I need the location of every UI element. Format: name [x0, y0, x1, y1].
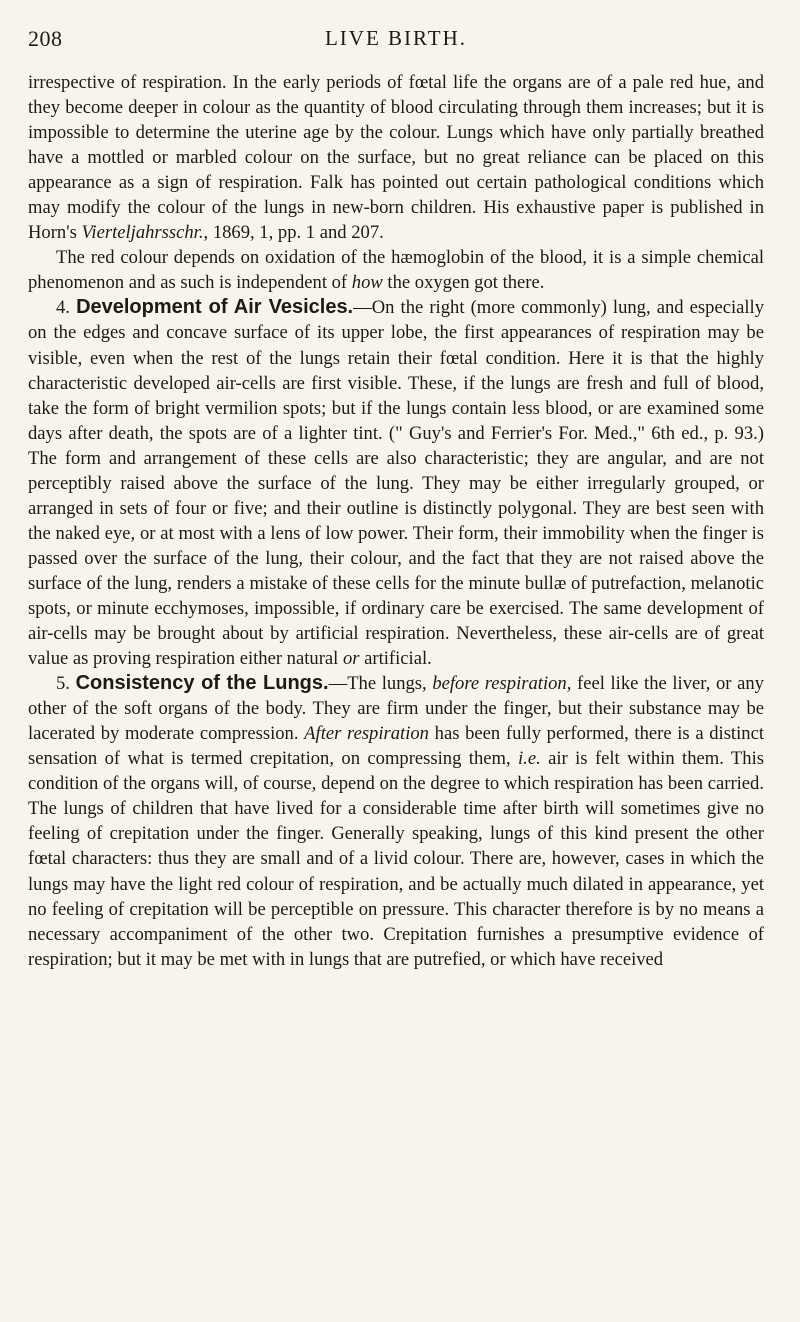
- section-heading: Consistency of the Lungs.: [75, 672, 329, 695]
- paragraph-red-colour: [28, 245, 764, 295]
- emphasis-how: how: [351, 272, 383, 294]
- running-title: LIVE BIRTH.: [324, 26, 468, 50]
- page-number: 208: [28, 26, 63, 51]
- journal-title: Vierteljahrsschr.: [81, 222, 204, 244]
- section-4-development-of-air-vesicles: [28, 295, 764, 671]
- text: The red colour depends on oxidation of the hæmoglobin of the blood, it is a simple chemical phenomenon and as such is independent of: [28, 247, 764, 294]
- body-text: [28, 70, 764, 972]
- section-5-consistency-of-the-lungs: [28, 671, 764, 972]
- text: —The lungs,: [328, 673, 433, 695]
- text: the oxygen got there.: [382, 272, 545, 294]
- emphasis-after-respiration: After respiration: [304, 723, 429, 745]
- text: air is felt within them. This condition of the organs will, of course, depend on the degree to which respiration has been carried. The lungs of children that have lived for a considerable time after birth will sometimes give no feeling of crepitation under the finger. Generally speaking, lungs of this kind present the other fœtal characters: thus they are small and of a livid colour. There are, however, cases in which the lungs may have the light red colour of respiration, and be actually much dilated in appearance, yet no feeling of crepitation will be perceptible on pressure. This character therefore is by no means a necessary accompaniment of the other two. Crepitation furnishes a presumptive evidence of respiration; but it may be met with in lungs that are putrefied, or which have received: [28, 748, 764, 970]
- text: has been fully performed, there is a distinct sensation of what is termed crepitation, on compressing them,: [28, 723, 764, 770]
- section-number: 5.: [56, 673, 70, 695]
- emphasis-before-respiration: before respiration,: [432, 673, 572, 695]
- text: irrespective of respiration. In the early periods of fœtal life the organs are of a pale red hue, and they become deeper in colour as the quantity of blood circulating through them increases; but it is impossible to determine the uterine age by the colour. Lungs which have only partially breathed have a mottled or marbled colour on the surface, but no great reliance can be placed on this appearance as a sign of respiration. Falk has pointed out certain pathological conditions which may modify the colour of the lungs in new-born children. His exhaustive paper is published in Horn's: [28, 72, 764, 244]
- section-number: 4.: [56, 297, 70, 319]
- running-head: [28, 22, 764, 56]
- emphasis-ie: i.e.: [518, 748, 541, 770]
- section-heading: Development of Air Vesicles.: [76, 296, 354, 319]
- paragraph-continued: [28, 70, 764, 245]
- text: —On the right (more commonly) lung, and especially on the edges and concave surface of its upper lobe, the first appearances of respiration may be visible, even when the rest of the lungs retain their fœtal condition. Here it is that the highly characteristic developed air-cells are first visible. These, if the lungs are fresh and full of blood, take the form of bright vermilion spots; but if the lungs contain less blood, or are examined some days after death, the spots are of a lighter tint. (" Guy's and Ferrier's For. Med.," 6th ed., p. 93.) The form and arrangement of these cells are also characteristic; they are angular, and are not perceptibly raised above the surface of the lung. They may be either irregularly grouped, or arranged in sets of four or five; and their outline is distinctly polygonal. They are best seen with the naked eye, or at most with a lens of low power. Their form, their immobility when the finger is passed over the surface of the lung, their colour, and the fact that they are not raised above the surface of the lung, renders a mistake of these cells for the minute bullæ of putrefaction, melanotic spots, or minute ecchymoses, impossible, if ordinary care be exercised. The same development of air-cells may be brought about by artificial respiration. Nevertheless, these air-cells are of great value as proving respiration either natural: [28, 297, 764, 670]
- text: artificial.: [359, 648, 432, 670]
- text: feel like the liver, or any other of the soft organs of the body. They are firm under the finger, but their substance may be lacerated by moderate compression.: [28, 673, 764, 745]
- text: , 1869, 1, pp. 1 and 207.: [203, 222, 384, 244]
- emphasis-or: or: [342, 648, 360, 670]
